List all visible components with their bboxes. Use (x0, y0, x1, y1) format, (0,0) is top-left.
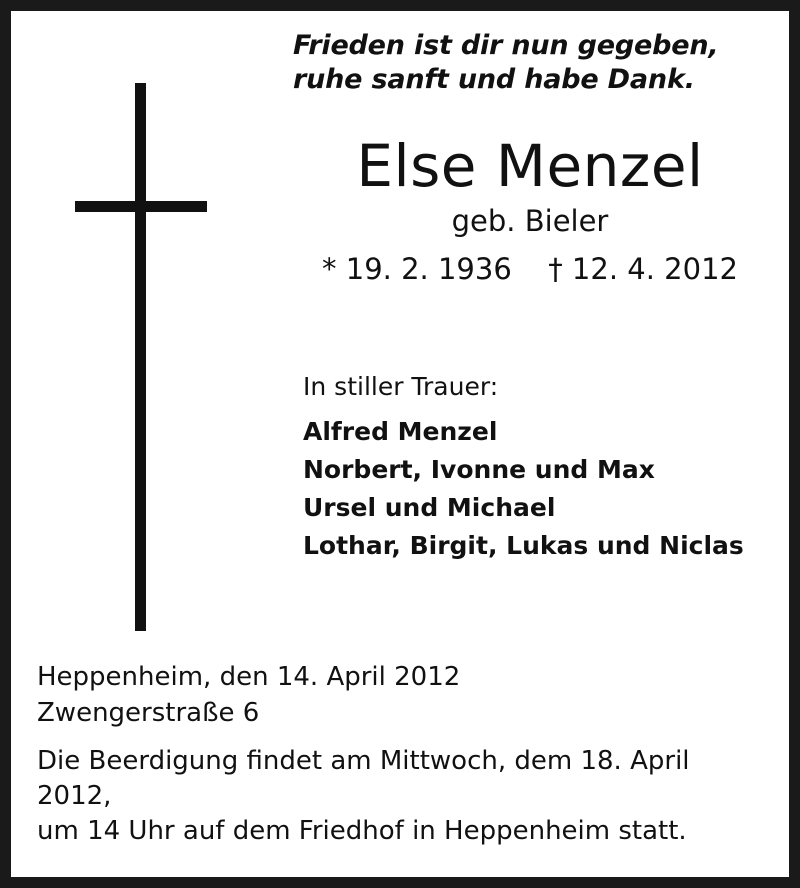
cross-horizontal-bar (75, 201, 207, 212)
list-item: Norbert, Ivonne und Max (303, 455, 655, 485)
birth-date: * 19. 2. 1936 (322, 252, 512, 287)
death-date: † 12. 4. 2012 (548, 252, 738, 287)
mourning-intro: In stiller Trauer: (303, 372, 499, 402)
deceased-dates (285, 252, 775, 286)
burial-line-2: um 14 Uhr auf dem Friedhof in Heppenheim statt. (37, 815, 687, 846)
mourner-list (303, 413, 775, 565)
cross-vertical-bar (135, 83, 146, 631)
memorial-verse-line-1: Frieden ist dir nun gegeben, (293, 30, 719, 61)
deceased-maiden-name: geb. Bieler (451, 204, 609, 239)
burial-information (37, 744, 763, 849)
memorial-verse (293, 29, 775, 98)
memorial-verse-line-2: ruhe sanft und habe Dank. (293, 64, 695, 96)
cross-icon (67, 83, 217, 643)
list-item: Ursel und Michael (303, 493, 556, 523)
notice-inner (11, 11, 789, 877)
deceased-name: Else Menzel (356, 131, 704, 200)
place-and-date: Heppenheim, den 14. April 2012 (37, 661, 461, 692)
street-address: Zwengerstraße 6 (37, 697, 260, 728)
notice-footer (37, 660, 763, 849)
list-item: Alfred Menzel (303, 417, 498, 447)
notice-content (285, 29, 775, 565)
burial-line-1: Die Beerdigung findet am Mittwoch, dem 18. April 2012, (37, 745, 690, 811)
list-item: Lothar, Birgit, Lukas und Niclas (303, 531, 744, 561)
